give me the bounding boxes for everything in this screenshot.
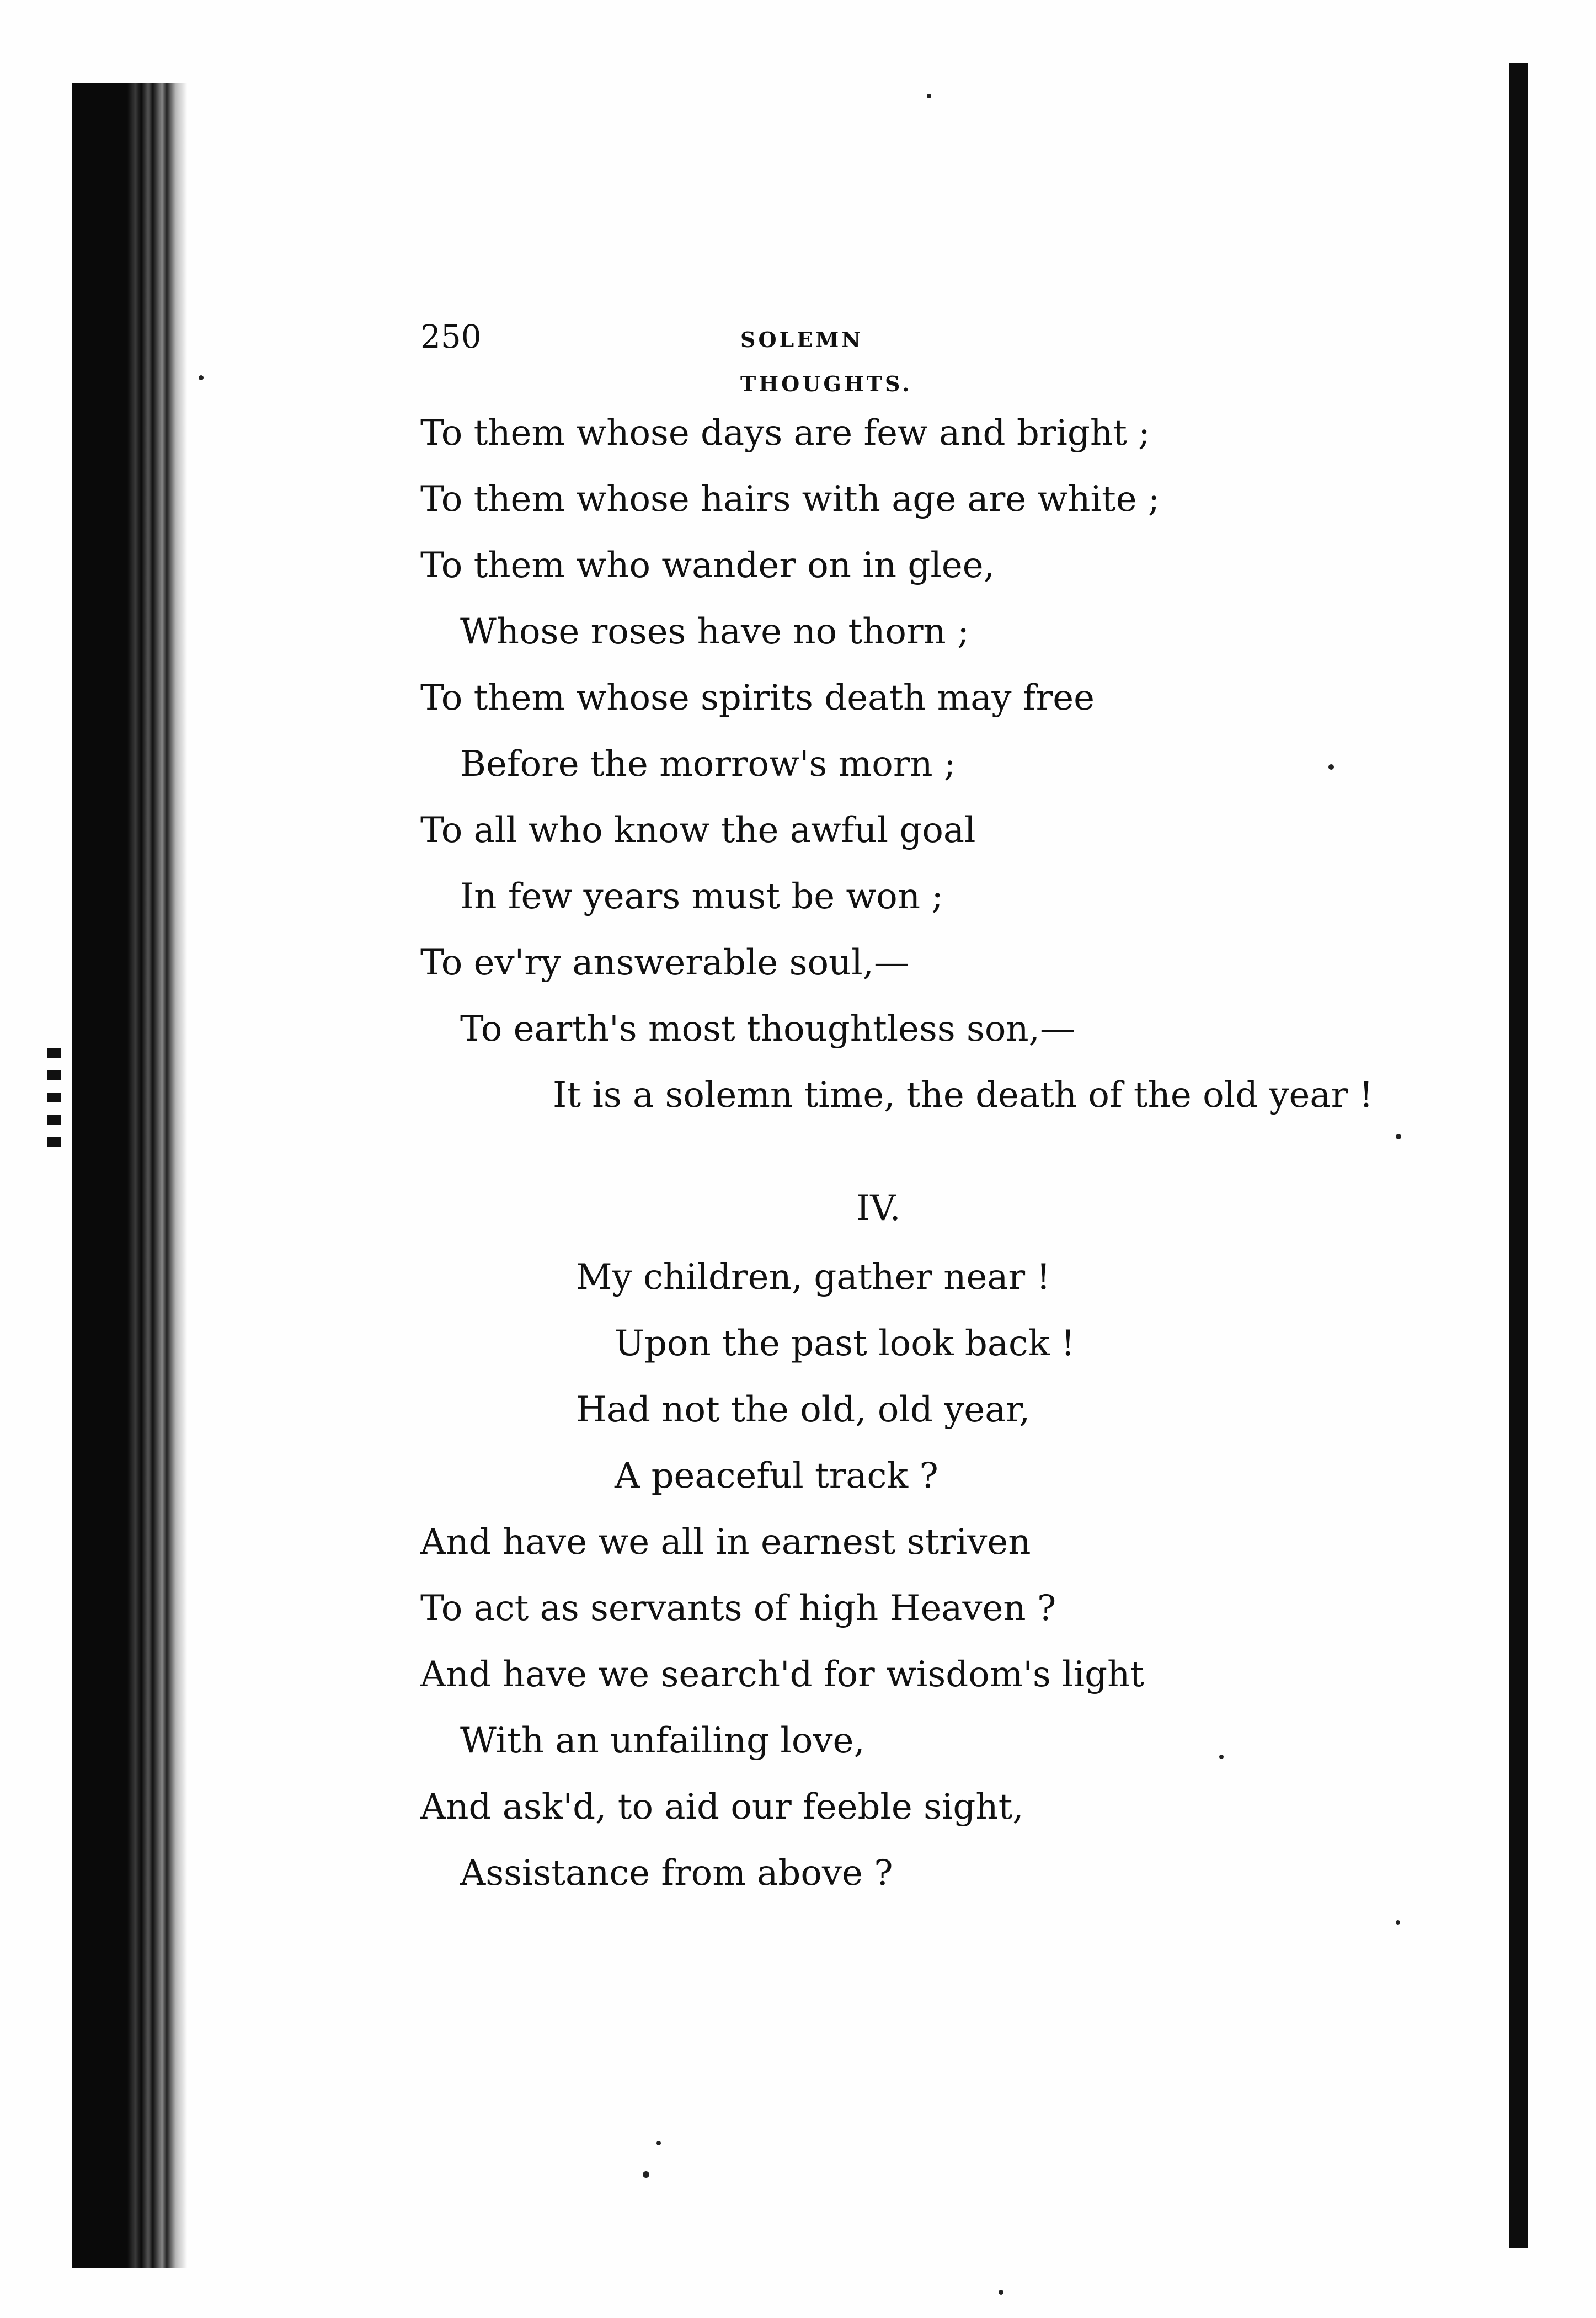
- poem-line: A peaceful track ?: [615, 1456, 938, 1496]
- section-heading: IV.: [856, 1188, 901, 1229]
- poem-line: And have we search'd for wisdom's light: [420, 1654, 1144, 1695]
- poem-body: [420, 400, 1469, 1906]
- poem-line: To them whose days are few and bright ;: [420, 413, 1150, 454]
- poem-line: And have we all in earnest striven: [420, 1522, 1031, 1563]
- poem-line: Upon the past look back !: [615, 1323, 1075, 1364]
- poem-line: To all who know the awful goal: [420, 810, 976, 851]
- poem-line: Had not the old, old year,: [576, 1389, 1031, 1430]
- binding-marks: [47, 1048, 63, 1214]
- page-number: 250: [420, 318, 482, 355]
- poem-line: To act as servants of high Heaven ?: [420, 1588, 1056, 1629]
- scan-speck: [999, 2290, 1003, 2295]
- poem-refrain: It is a solemn time, the death of the old year !: [553, 1075, 1374, 1116]
- scan-speck: [1219, 1755, 1224, 1759]
- poem-line: With an unfailing love,: [460, 1720, 865, 1761]
- poem-line: And ask'd, to aid our feeble sight,: [420, 1787, 1024, 1827]
- poem-line: Before the morrow's morn ;: [460, 744, 956, 785]
- poem-line: To them who wander on in glee,: [420, 545, 995, 586]
- poem-line: To ev'ry answerable soul,—: [420, 942, 909, 983]
- scan-speck: [927, 94, 931, 98]
- scan-speck: [656, 2141, 661, 2145]
- poem-line: Assistance from above ?: [460, 1853, 893, 1894]
- scan-speck: [643, 2171, 649, 2178]
- poem-line: My children, gather near !: [576, 1257, 1051, 1298]
- scan-speck: [199, 375, 204, 380]
- running-header: [420, 315, 1038, 396]
- scan-speck: [1396, 1134, 1401, 1139]
- page-edge-shadow: [1509, 63, 1528, 2248]
- poem-line: To earth's most thoughtless son,—: [460, 1009, 1075, 1049]
- running-title: SOLEMN THOUGHTS.: [740, 327, 912, 396]
- binding-edge: [72, 83, 188, 2268]
- poem-line: To them whose hairs with age are white ;: [420, 479, 1160, 520]
- poem-line: Whose roses have no thorn ;: [460, 611, 969, 652]
- scan-speck: [1396, 1920, 1400, 1925]
- scan-speck: [1328, 764, 1334, 770]
- poem-line: To them whose spirits death may free: [420, 678, 1095, 718]
- poem-line: In few years must be won ;: [460, 876, 943, 917]
